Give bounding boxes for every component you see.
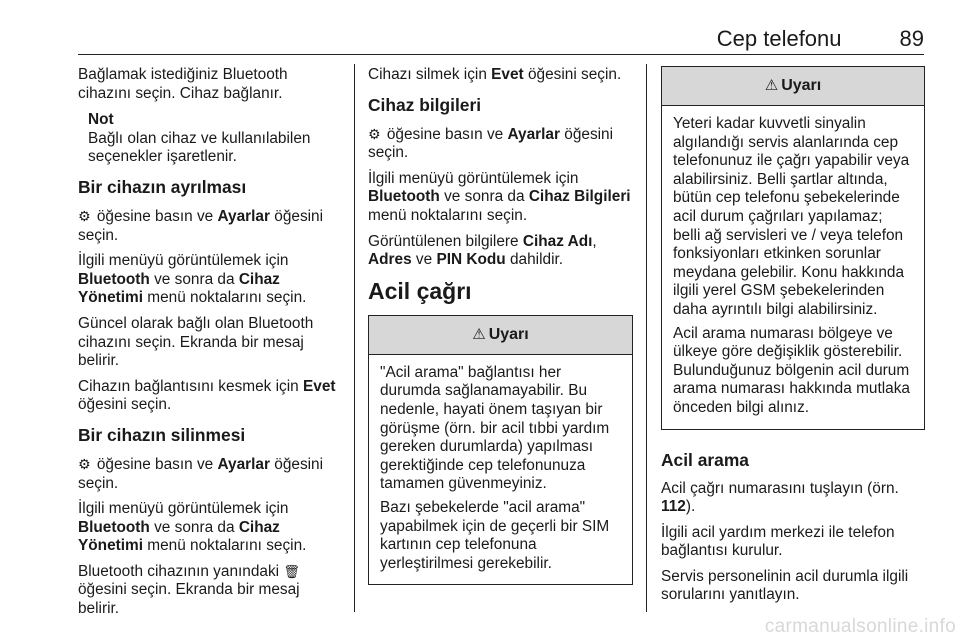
- heading-device-info: Cihaz bilgileri: [368, 94, 482, 115]
- watermark: carmanualsonline.info: [764, 616, 956, 637]
- page-number: 89: [899, 26, 924, 51]
- trash-icon: 🗑: [283, 563, 300, 579]
- note-text: Bağlı olan cihaz ve kullanılabilen seçenekler işaretlenir.: [88, 129, 311, 166]
- warning-box: [661, 66, 925, 430]
- gear-icon: ⚙: [78, 207, 91, 224]
- heading-disconnect: Bir cihazın ayrılması: [78, 176, 247, 197]
- paragraph: Cihazın bağlantısını kesmek için Evet öğesini seçin.: [78, 377, 336, 414]
- paragraph: İlgili acil yardım merkezi ile telefon bağlantısı kurulur.: [661, 523, 895, 560]
- column-3: [661, 66, 925, 612]
- warning-body: [662, 106, 924, 429]
- column-2: [368, 66, 633, 595]
- paragraph: ⚙ öğesine basın ve Ayarlar öğesini seçin.: [78, 455, 324, 492]
- paragraph: Cihazı silmek için Evet öğesini seçin.: [368, 66, 622, 83]
- warning-header: ⚠ Uyarı: [662, 67, 924, 106]
- paragraph: Bağlamak istediğiniz Bluetooth cihazını seçin. Cihaz bağlanır.: [78, 66, 288, 102]
- paragraph: Acil çağrı numarasını tuşlayın (örn. 112).: [661, 479, 899, 516]
- gear-icon: ⚙: [368, 125, 381, 142]
- column-1: [78, 66, 340, 626]
- warning-text: Acil arama numarası bölgeye ve ülkeye göre değişiklik gösterebilir. Bulunduğunuz bölgenin acil durum arama numarası hakkında mutlaka önceden bilgi alınız.: [673, 324, 910, 416]
- heading-emergency-call: Acil çağrı: [368, 277, 472, 304]
- page-header: [0, 26, 924, 52]
- warning-text: Bazı şebekelerde "acil arama" yapabilmek için de geçerli bir SIM kartının cep telefonuna yerleştirilmesi gerekebilir.: [380, 498, 610, 572]
- column-divider-2: [646, 64, 647, 612]
- paragraph: İlgili menüyü görüntülemek için Bluetooth ve sonra da Cihaz Yönetimi menü noktalarını seçin.: [78, 500, 307, 555]
- heading-delete: Bir cihazın silinmesi: [78, 424, 246, 445]
- column-divider-1: [354, 64, 355, 612]
- warning-body: [369, 355, 632, 585]
- paragraph: Görüntülenen bilgilere Cihaz Adı, Adres ve PIN Kodu dahildir.: [368, 232, 597, 269]
- warning-triangle-icon: ⚠: [764, 77, 779, 94]
- gear-icon: ⚙: [78, 455, 91, 472]
- header-divider: [78, 54, 924, 55]
- warning-text: "Acil arama" bağlantısı her durumda sağlanamayabilir. Bu nedenle, hayati önem taşıyan bir görüşme (örn. bir acil tıbbi yardım gereken durumlarda) yapılması gerektiğinde cep telefonunuza tamamen güvenmeyiniz.: [380, 363, 610, 493]
- note-title: Not: [88, 111, 114, 129]
- note-box: [88, 111, 340, 167]
- warning-text: Yeteri kadar kuvvetli sinyalin algılandığı servis alanlarında cep telefonunuz ile çağrı yapabilir veya alabilirsiniz. Belli şartlar altında, bütün cep telefonu şebekelerinde acil durum çağrıları yapılamaz; belli ağ servisleri ve / veya telefon fonksiyonları etkinken sorunlar meydana gelebilir. Konu hakkında ilgili yerel GSM şebekelerinden daha ayrıntılı bilgi alabilirsiniz.: [673, 115, 910, 318]
- heading-emergency-number: Acil arama: [661, 449, 749, 470]
- paragraph: İlgili menüyü görüntülemek için Bluetooth ve sonra da Cihaz Bilgileri menü noktalarını seçin.: [368, 169, 631, 224]
- paragraph: Servis personelinin acil durumla ilgili sorularını yanıtlayın.: [661, 567, 909, 604]
- warning-triangle-icon: ⚠: [472, 325, 486, 343]
- warning-box: [368, 315, 633, 586]
- paragraph: Güncel olarak bağlı olan Bluetooth cihazını seçin. Ekranda bir mesaj belirir.: [78, 314, 314, 370]
- paragraph: ⚙ öğesine basın ve Ayarlar öğesini seçin.: [78, 207, 324, 244]
- paragraph: ⚙ öğesine basın ve Ayarlar öğesini seçin.: [368, 125, 614, 162]
- page-title: Cep telefonu: [716, 26, 842, 51]
- paragraph: Bluetooth cihazının yanındaki 🗑 öğesini seçin. Ekranda bir mesaj belirir.: [78, 562, 300, 618]
- warning-header: ⚠ Uyarı: [369, 316, 632, 355]
- paragraph: İlgili menüyü görüntülemek için Bluetooth ve sonra da Cihaz Yönetimi menü noktalarını seçin.: [78, 252, 307, 307]
